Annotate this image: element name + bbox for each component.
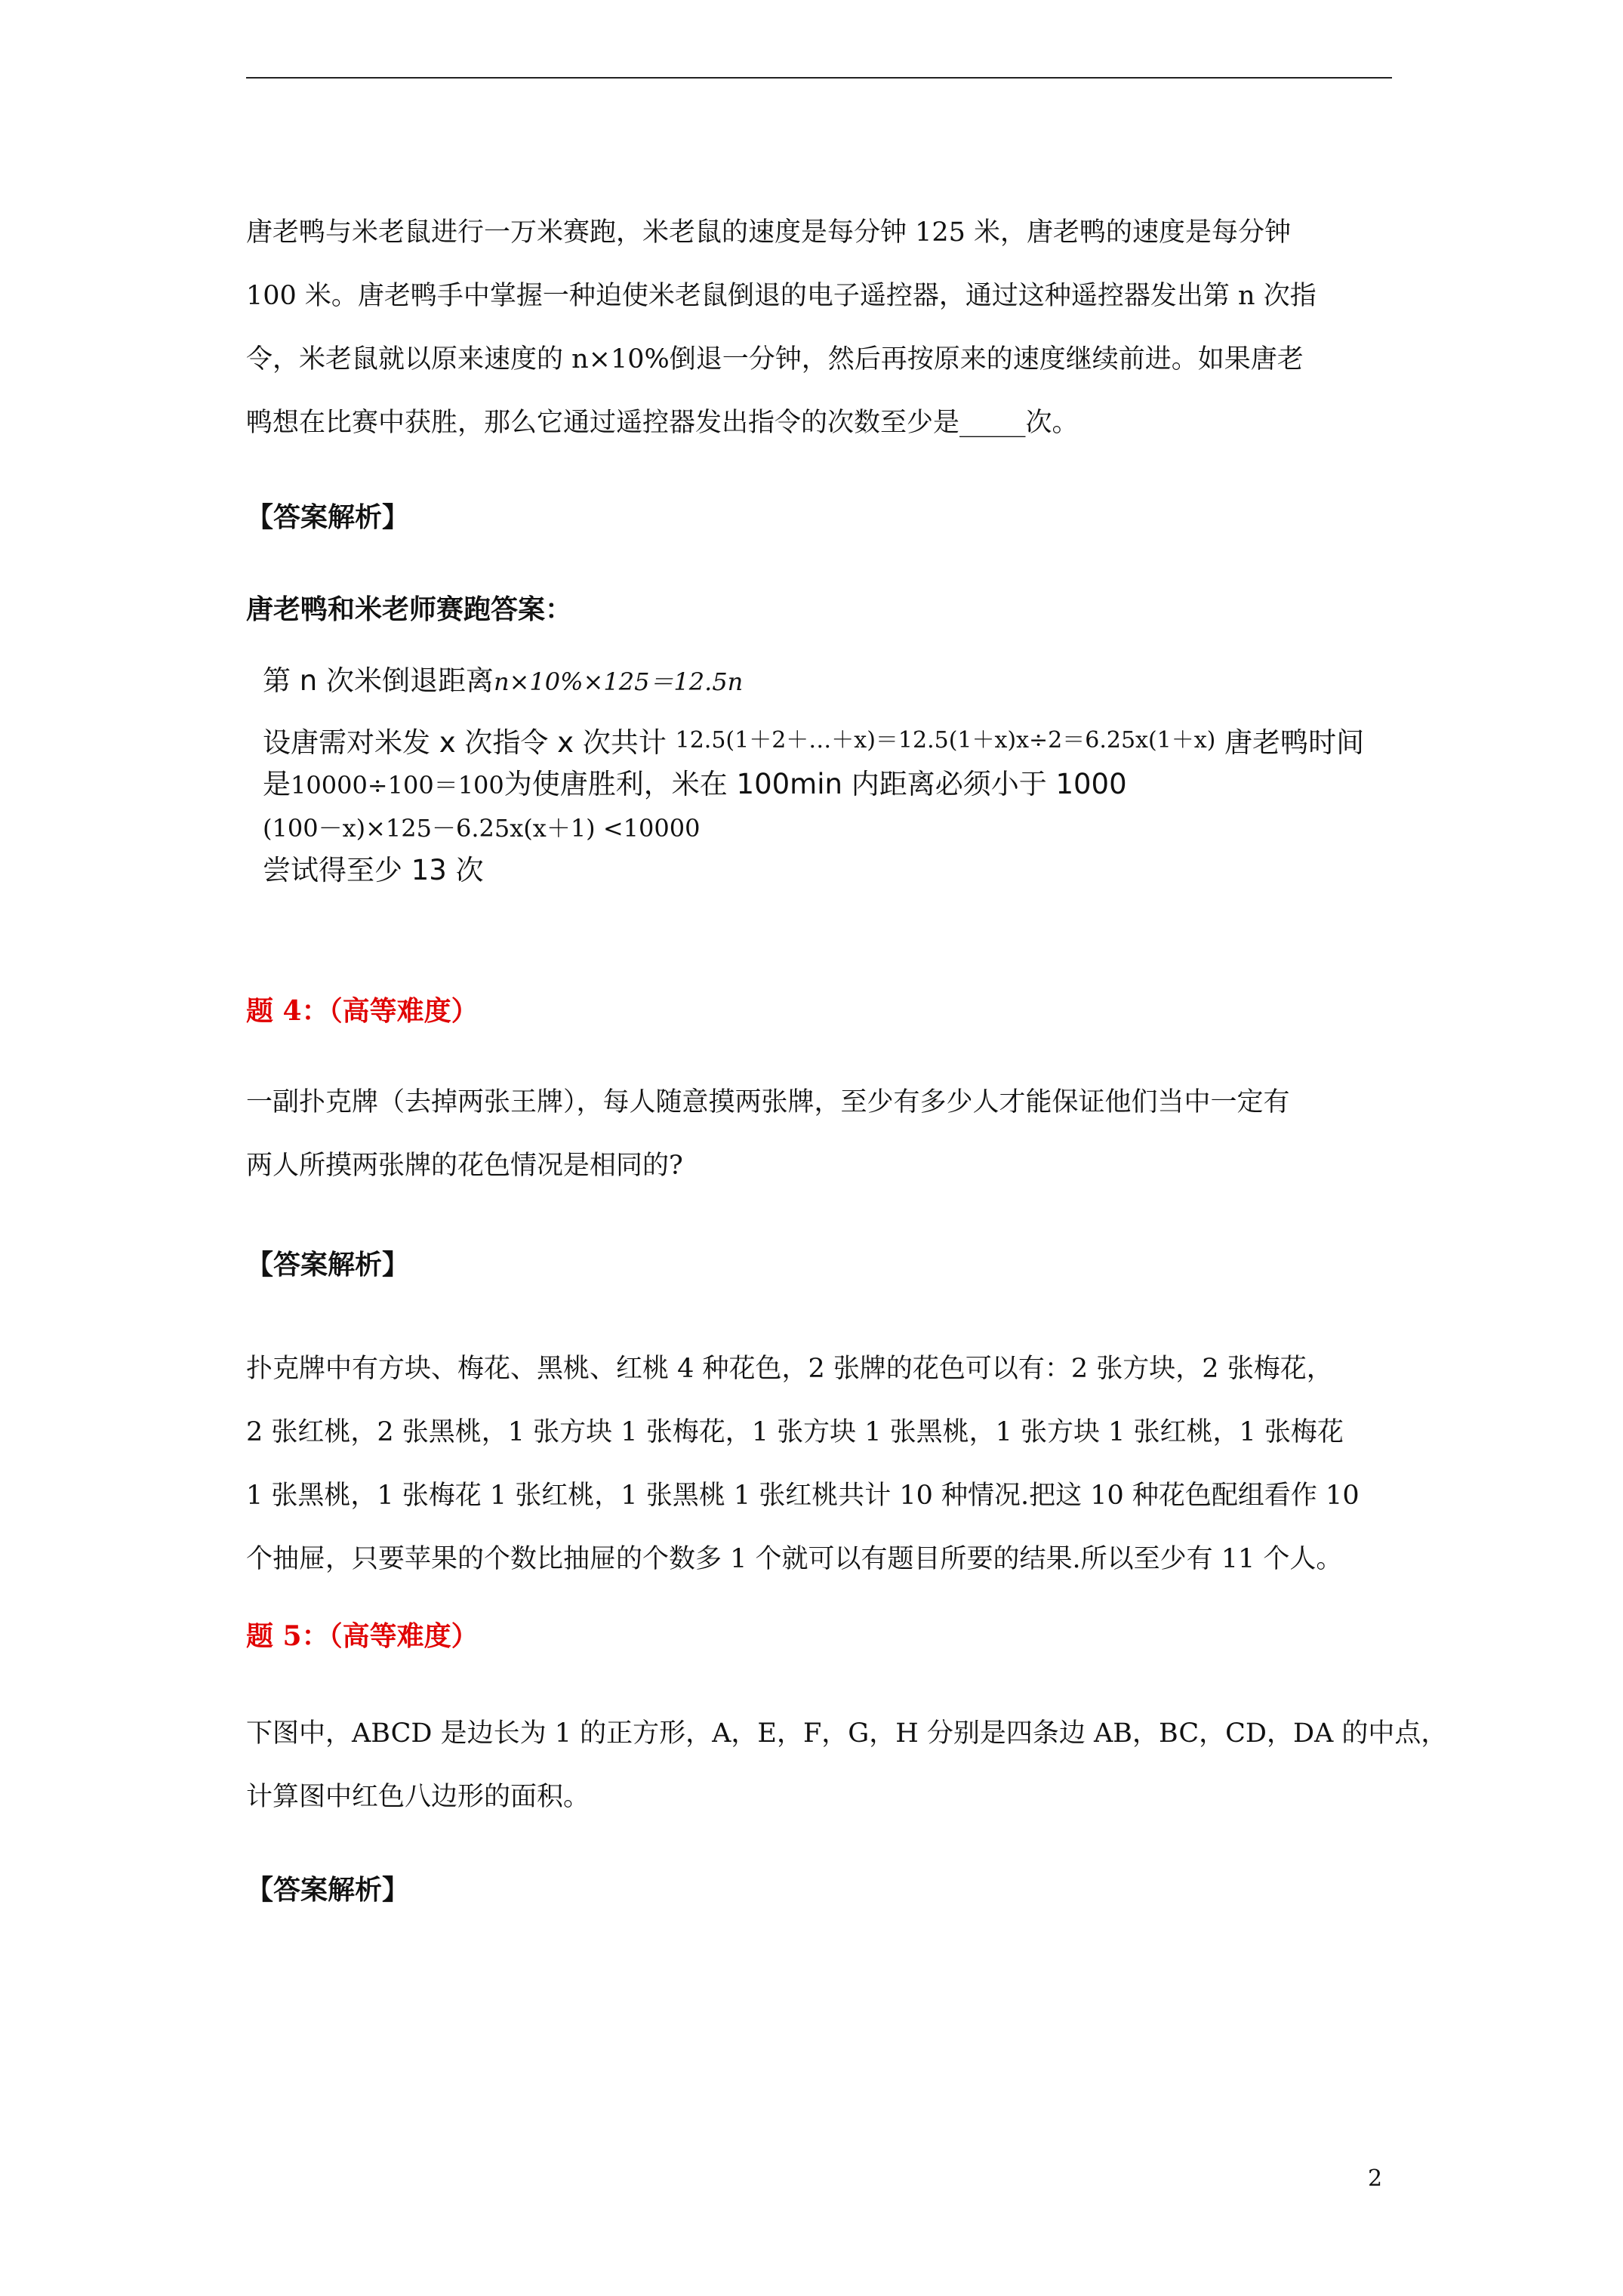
solution-line-4-math: (100－x)×125－6.25x(x＋1) <10000 [263, 814, 701, 843]
solution-line-3-text-b: 为使唐胜利，米在 100min 内距离必须小于 1000 [504, 768, 1127, 800]
problem4-answer-line-2: 2 张红桃，2 张黑桃，1 张方块 1 张梅花，1 张方块 1 张黑桃，1 张方块 1 张红桃，1 张梅花 [246, 1417, 1344, 1447]
solution-line-3-text-a: 是 [263, 768, 291, 800]
problem4-line-2: 两人所摸两张牌的花色情况是相同的? [246, 1151, 683, 1181]
page-number: 2 [1368, 2165, 1383, 2192]
solution-line-1-math: n×10%×125＝12.5n [493, 667, 744, 696]
problem4-answer-line-1: 扑克牌中有方块、梅花、黑桃、红桃 4 种花色，2 张牌的花色可以有：2 张方块，2 张梅花， [246, 1354, 1333, 1384]
problem4-answer-line-4: 个抽屉，只要苹果的个数比抽屉的个数多 1 个就可以有题目所要的结果.所以至少有 11 个人。 [246, 1544, 1343, 1574]
solution-line-3 [263, 763, 1410, 806]
problem4-text [246, 1071, 1394, 1197]
solution-line-5 [263, 849, 1410, 891]
solution-line-1-text: 第 n 次米倒退距离 [263, 664, 494, 697]
solution-line-2-text-b: 唐老鸭时间 [1224, 726, 1365, 759]
solution-line-3-math: 10000÷100＝100 [291, 771, 504, 800]
solution-line-2-text-a: 设唐需对米发 x 次指令 x 次共计 [263, 726, 667, 759]
solution-line-5-text: 尝试得至少 13 次 [263, 854, 484, 886]
problem5-answer-heading: 【答案解析】 [246, 1874, 410, 1906]
problem4-answer [246, 1337, 1394, 1591]
problem3-text [246, 201, 1394, 455]
header-rule [246, 77, 1392, 79]
problem3-answer-heading: 【答案解析】 [246, 501, 410, 533]
problem3-solution-title: 唐老鸭和米老师赛跑答案： [246, 593, 573, 625]
solution-line-2 [263, 720, 1410, 763]
solution-line-1 [263, 660, 1410, 703]
solution-line-2-math: 12.5(1＋2＋…＋x)＝12.5(1＋x)x÷2＝6.25x(1＋x) [675, 727, 1216, 754]
problem3-line-2: 100 米。唐老鸭手中掌握一种迫使米老鼠倒退的电子遥控器，通过这种遥控器发出第 n 次指 [246, 281, 1317, 311]
problem5-line-2: 计算图中红色八边形的面积。 [246, 1782, 590, 1812]
problem3-line-4: 鸭想在比赛中获胜，那么它通过遥控器发出指令的次数至少是_____次。 [246, 408, 1079, 438]
problem3-solution-figure [263, 660, 1410, 891]
problem4-line-1: 一副扑克牌（去掉两张王牌），每人随意摸两张牌，至少有多少人才能保证他们当中一定有 [246, 1087, 1290, 1117]
solution-line-4 [263, 806, 1410, 849]
problem3-line-3: 令，米老鼠就以原来速度的 n×10%倒退一分钟，然后再按原来的速度继续前进。如果唐老 [246, 344, 1304, 374]
problem4-answer-heading: 【答案解析】 [246, 1249, 410, 1281]
problem4-title: 题 4：（高等难度） [246, 995, 479, 1027]
problem5-line-1: 下图中，ABCD 是边长为 1 的正方形，A，E，F，G，H 分别是四条边 AB，BC，CD，DA 的中点， [246, 1718, 1448, 1749]
problem3-line-1: 唐老鸭与米老鼠进行一万米赛跑，米老鼠的速度是每分钟 125 米，唐老鸭的速度是每分钟 [246, 217, 1292, 248]
problem5-text [246, 1702, 1448, 1829]
problem4-answer-line-3: 1 张黑桃，1 张梅花 1 张红桃，1 张黑桃 1 张红桃共计 10 种情况.把这 10 种花色配组看作 10 [246, 1481, 1360, 1511]
problem5-title: 题 5：（高等难度） [246, 1620, 479, 1652]
